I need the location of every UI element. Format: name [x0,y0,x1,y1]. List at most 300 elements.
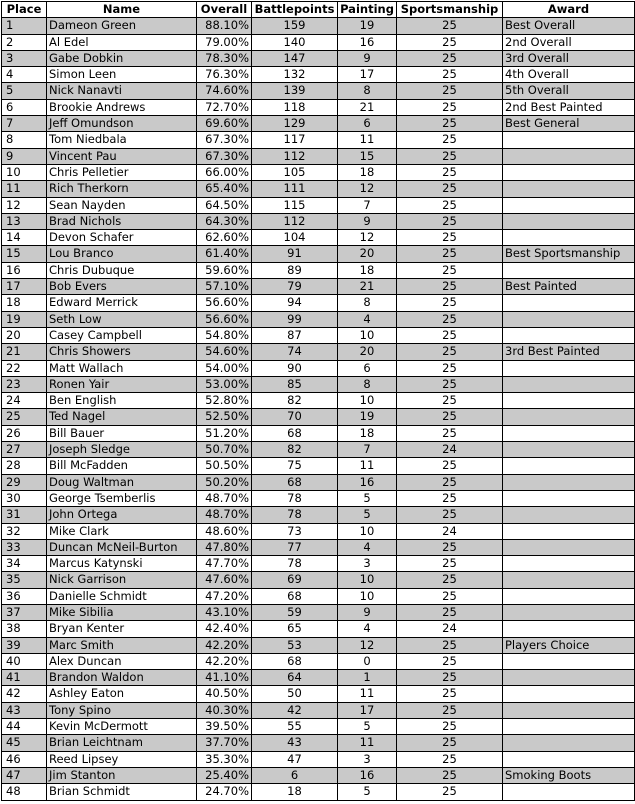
sportsmanship-cell: 25 [397,262,503,278]
table-row [2,604,635,620]
battlepoints-cell: 68 [252,425,338,441]
sportsmanship-cell: 25 [397,507,503,523]
painting-cell: 9 [338,50,397,66]
table-row [2,523,635,539]
battlepoints-cell: 85 [252,376,338,392]
table-row [2,637,635,653]
place-cell: 31 [2,507,47,523]
overall-cell: 74.60% [197,83,252,99]
painting-cell: 21 [338,279,397,295]
table-row [2,99,635,115]
table-row [2,83,635,99]
painting-cell: 10 [338,327,397,343]
award-header: Award [503,2,635,18]
award-cell [503,295,635,311]
battlepoints-cell: 129 [252,116,338,132]
sportsmanship-cell: 25 [397,18,503,34]
award-cell [503,409,635,425]
battlepoints-cell: 105 [252,164,338,180]
battlepoints-cell: 68 [252,653,338,669]
sportsmanship-cell: 25 [397,148,503,164]
overall-cell: 69.60% [197,116,252,132]
name-cell: Ben English [47,393,197,409]
overall-cell: 67.30% [197,132,252,148]
overall-cell: 54.80% [197,327,252,343]
place-cell: 23 [2,376,47,392]
table-row [2,18,635,34]
table-row [2,751,635,767]
painting-cell: 11 [338,735,397,751]
table-row [2,702,635,718]
place-cell: 37 [2,604,47,620]
award-cell [503,490,635,506]
painting-cell: 18 [338,164,397,180]
name-cell: Marcus Katynski [47,556,197,572]
table-row [2,556,635,572]
painting-cell: 0 [338,653,397,669]
table-row [2,246,635,262]
sportsmanship-cell: 25 [397,735,503,751]
sportsmanship-cell: 25 [397,458,503,474]
sportsmanship-cell: 25 [397,572,503,588]
award-cell [503,181,635,197]
overall-cell: 47.80% [197,539,252,555]
name-cell: Rich Therkorn [47,181,197,197]
battlepoints-cell: 159 [252,18,338,34]
overall-cell: 78.30% [197,50,252,66]
painting-cell: 4 [338,311,397,327]
table-row [2,784,635,800]
place-cell: 38 [2,621,47,637]
painting-cell: 12 [338,230,397,246]
award-cell [503,442,635,458]
overall-cell: 56.60% [197,295,252,311]
place-cell: 13 [2,213,47,229]
sportsmanship-cell: 25 [397,116,503,132]
painting-cell: 5 [338,784,397,800]
place-cell: 41 [2,670,47,686]
award-cell: 2nd Overall [503,34,635,50]
overall-cell: 43.10% [197,604,252,620]
place-cell: 7 [2,116,47,132]
place-cell: 44 [2,719,47,735]
name-cell: Bryan Kenter [47,621,197,637]
overall-cell: 57.10% [197,279,252,295]
overall-cell: 25.40% [197,767,252,783]
battlepoints-header: Battlepoints [252,2,338,18]
sportsmanship-cell: 24 [397,523,503,539]
name-cell: Chris Showers [47,344,197,360]
battlepoints-cell: 73 [252,523,338,539]
place-cell: 14 [2,230,47,246]
sportsmanship-cell: 25 [397,539,503,555]
name-cell: Bill McFadden [47,458,197,474]
battlepoints-cell: 59 [252,604,338,620]
name-cell: Reed Lipsey [47,751,197,767]
overall-cell: 51.20% [197,425,252,441]
award-cell [503,751,635,767]
battlepoints-cell: 50 [252,686,338,702]
place-cell: 35 [2,572,47,588]
battlepoints-cell: 104 [252,230,338,246]
name-header: Name [47,2,197,18]
sportsmanship-cell: 25 [397,34,503,50]
award-cell: 3rd Best Painted [503,344,635,360]
sportsmanship-cell: 25 [397,360,503,376]
place-cell: 16 [2,262,47,278]
table-row [2,474,635,490]
place-header: Place [2,2,47,18]
sportsmanship-cell: 25 [397,686,503,702]
award-cell: 3rd Overall [503,50,635,66]
award-cell [503,230,635,246]
table-row [2,262,635,278]
results-body [2,18,635,800]
sportsmanship-cell: 25 [397,409,503,425]
award-cell [503,164,635,180]
battlepoints-cell: 78 [252,490,338,506]
sportsmanship-cell: 24 [397,442,503,458]
painting-cell: 4 [338,621,397,637]
overall-cell: 50.20% [197,474,252,490]
place-cell: 32 [2,523,47,539]
sportsmanship-cell: 25 [397,246,503,262]
place-cell: 45 [2,735,47,751]
battlepoints-cell: 78 [252,556,338,572]
award-cell [503,621,635,637]
battlepoints-cell: 79 [252,279,338,295]
award-cell [503,604,635,620]
place-cell: 47 [2,767,47,783]
battlepoints-cell: 140 [252,34,338,50]
painting-cell: 18 [338,425,397,441]
battlepoints-cell: 43 [252,735,338,751]
battlepoints-cell: 115 [252,197,338,213]
sportsmanship-cell: 25 [397,132,503,148]
name-cell: Tony Spino [47,702,197,718]
award-cell: 4th Overall [503,67,635,83]
painting-cell: 10 [338,572,397,588]
overall-header: Overall [197,2,252,18]
table-row [2,164,635,180]
battlepoints-cell: 77 [252,539,338,555]
overall-cell: 66.00% [197,164,252,180]
table-row [2,393,635,409]
place-cell: 17 [2,279,47,295]
battlepoints-cell: 55 [252,719,338,735]
overall-cell: 48.70% [197,490,252,506]
overall-cell: 56.60% [197,311,252,327]
painting-cell: 7 [338,197,397,213]
painting-cell: 6 [338,360,397,376]
sportsmanship-cell: 25 [397,653,503,669]
sportsmanship-cell: 25 [397,50,503,66]
table-row [2,572,635,588]
sportsmanship-cell: 24 [397,621,503,637]
sportsmanship-cell: 25 [397,474,503,490]
award-cell: Best Painted [503,279,635,295]
name-cell: Bill Bauer [47,425,197,441]
award-cell: 2nd Best Painted [503,99,635,115]
table-row [2,653,635,669]
name-cell: Danielle Schmidt [47,588,197,604]
place-cell: 40 [2,653,47,669]
overall-cell: 79.00% [197,34,252,50]
table-row [2,539,635,555]
battlepoints-cell: 87 [252,327,338,343]
overall-cell: 42.40% [197,621,252,637]
award-cell: Players Choice [503,637,635,653]
painting-cell: 12 [338,181,397,197]
battlepoints-cell: 112 [252,213,338,229]
table-row [2,327,635,343]
name-cell: Casey Campbell [47,327,197,343]
sportsmanship-cell: 25 [397,767,503,783]
name-cell: George Tsemberlis [47,490,197,506]
overall-cell: 67.30% [197,148,252,164]
battlepoints-cell: 65 [252,621,338,637]
sportsmanship-cell: 25 [397,213,503,229]
award-cell: 5th Overall [503,83,635,99]
battlepoints-cell: 117 [252,132,338,148]
table-row [2,621,635,637]
painting-cell: 4 [338,539,397,555]
award-cell [503,588,635,604]
overall-cell: 76.30% [197,67,252,83]
name-cell: Kevin McDermott [47,719,197,735]
battlepoints-cell: 82 [252,393,338,409]
table-row [2,719,635,735]
overall-cell: 40.50% [197,686,252,702]
award-cell: Smoking Boots [503,767,635,783]
overall-cell: 53.00% [197,376,252,392]
place-cell: 22 [2,360,47,376]
overall-cell: 72.70% [197,99,252,115]
painting-cell: 18 [338,262,397,278]
battlepoints-cell: 91 [252,246,338,262]
table-row [2,148,635,164]
battlepoints-cell: 74 [252,344,338,360]
battlepoints-cell: 139 [252,83,338,99]
sportsmanship-cell: 25 [397,230,503,246]
table-row [2,442,635,458]
painting-cell: 8 [338,83,397,99]
sportsmanship-cell: 25 [397,197,503,213]
award-cell [503,376,635,392]
name-cell: Nick Garrison [47,572,197,588]
sportsmanship-cell: 25 [397,425,503,441]
name-cell: Ronen Yair [47,376,197,392]
sportsmanship-cell: 25 [397,279,503,295]
award-cell [503,702,635,718]
award-cell [503,523,635,539]
battlepoints-cell: 132 [252,67,338,83]
place-cell: 10 [2,164,47,180]
award-cell [503,507,635,523]
painting-cell: 12 [338,637,397,653]
header-row [2,2,635,18]
sportsmanship-cell: 25 [397,702,503,718]
battlepoints-cell: 147 [252,50,338,66]
overall-cell: 54.00% [197,360,252,376]
painting-cell: 3 [338,751,397,767]
sportsmanship-cell: 25 [397,376,503,392]
sportsmanship-cell: 25 [397,327,503,343]
painting-cell: 3 [338,556,397,572]
battlepoints-cell: 94 [252,295,338,311]
battlepoints-cell: 68 [252,474,338,490]
place-cell: 8 [2,132,47,148]
table-row [2,181,635,197]
place-cell: 33 [2,539,47,555]
name-cell: Brad Nichols [47,213,197,229]
sportsmanship-cell: 25 [397,164,503,180]
painting-cell: 8 [338,295,397,311]
overall-cell: 39.50% [197,719,252,735]
name-cell: Chris Dubuque [47,262,197,278]
award-cell [503,719,635,735]
painting-cell: 10 [338,393,397,409]
name-cell: Sean Nayden [47,197,197,213]
award-cell [503,670,635,686]
table-row [2,344,635,360]
table-row [2,767,635,783]
sportsmanship-cell: 25 [397,311,503,327]
name-cell: Jim Stanton [47,767,197,783]
table-row [2,670,635,686]
award-cell [503,393,635,409]
name-cell: Doug Waltman [47,474,197,490]
battlepoints-cell: 78 [252,507,338,523]
battlepoints-cell: 111 [252,181,338,197]
battlepoints-cell: 112 [252,148,338,164]
name-cell: Al Edel [47,34,197,50]
battlepoints-cell: 18 [252,784,338,800]
battlepoints-cell: 118 [252,99,338,115]
name-cell: Mike Clark [47,523,197,539]
award-cell [503,686,635,702]
table-row [2,425,635,441]
battlepoints-cell: 70 [252,409,338,425]
place-cell: 20 [2,327,47,343]
place-cell: 3 [2,50,47,66]
place-cell: 34 [2,556,47,572]
painting-cell: 16 [338,34,397,50]
award-cell [503,539,635,555]
table-row [2,116,635,132]
name-cell: Devon Schafer [47,230,197,246]
sportsmanship-cell: 25 [397,490,503,506]
name-cell: Nick Nanavti [47,83,197,99]
table-row [2,409,635,425]
overall-cell: 41.10% [197,670,252,686]
battlepoints-cell: 68 [252,588,338,604]
overall-cell: 48.70% [197,507,252,523]
painting-cell: 7 [338,442,397,458]
award-cell: Best General [503,116,635,132]
painting-cell: 5 [338,490,397,506]
table-row [2,458,635,474]
overall-cell: 62.60% [197,230,252,246]
painting-cell: 6 [338,116,397,132]
painting-cell: 19 [338,409,397,425]
award-cell [503,572,635,588]
place-cell: 6 [2,99,47,115]
overall-cell: 50.50% [197,458,252,474]
overall-cell: 48.60% [197,523,252,539]
table-row [2,686,635,702]
award-cell [503,425,635,441]
award-cell: Best Overall [503,18,635,34]
overall-cell: 24.70% [197,784,252,800]
battlepoints-cell: 64 [252,670,338,686]
overall-cell: 64.30% [197,213,252,229]
table-row [2,376,635,392]
name-cell: Simon Leen [47,67,197,83]
name-cell: Joseph Sledge [47,442,197,458]
sportsmanship-header: Sportsmanship [397,2,503,18]
painting-cell: 8 [338,376,397,392]
place-cell: 11 [2,181,47,197]
sportsmanship-cell: 25 [397,604,503,620]
sportsmanship-cell: 25 [397,719,503,735]
name-cell: Duncan McNeil-Burton [47,539,197,555]
name-cell: Vincent Pau [47,148,197,164]
award-cell [503,311,635,327]
place-cell: 4 [2,67,47,83]
place-cell: 12 [2,197,47,213]
battlepoints-cell: 75 [252,458,338,474]
sportsmanship-cell: 25 [397,751,503,767]
painting-cell: 20 [338,344,397,360]
battlepoints-cell: 89 [252,262,338,278]
table-row [2,34,635,50]
place-cell: 25 [2,409,47,425]
place-cell: 15 [2,246,47,262]
award-cell: Best Sportsmanship [503,246,635,262]
sportsmanship-cell: 25 [397,181,503,197]
sportsmanship-cell: 25 [397,393,503,409]
painting-cell: 21 [338,99,397,115]
table-row [2,132,635,148]
painting-cell: 17 [338,702,397,718]
painting-cell: 17 [338,67,397,83]
overall-cell: 59.60% [197,262,252,278]
name-cell: Bob Evers [47,279,197,295]
name-cell: Brookie Andrews [47,99,197,115]
overall-cell: 42.20% [197,637,252,653]
sportsmanship-cell: 25 [397,556,503,572]
place-cell: 1 [2,18,47,34]
name-cell: Edward Merrick [47,295,197,311]
award-cell [503,262,635,278]
award-cell [503,360,635,376]
award-cell [503,474,635,490]
overall-cell: 64.50% [197,197,252,213]
award-cell [503,213,635,229]
results-table [1,1,635,801]
painting-cell: 15 [338,148,397,164]
overall-cell: 37.70% [197,735,252,751]
sportsmanship-cell: 25 [397,99,503,115]
sportsmanship-cell: 25 [397,637,503,653]
table-row [2,507,635,523]
table-row [2,213,635,229]
painting-cell: 11 [338,132,397,148]
table-row [2,588,635,604]
place-cell: 9 [2,148,47,164]
award-cell [503,197,635,213]
